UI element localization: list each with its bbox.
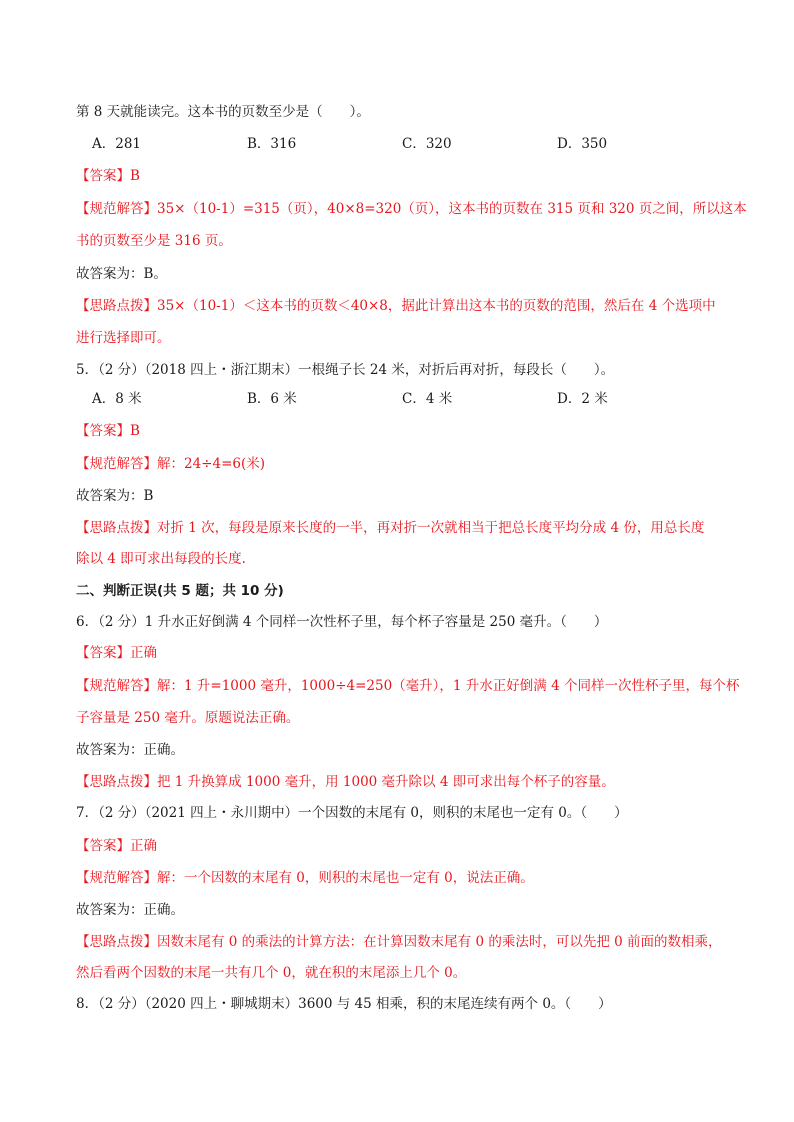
q4-conclusion: 故答案为：B。 [76,266,167,282]
q5-tip-line2: 除以 4 即可求出每段的长度. [76,551,246,567]
q4-solution-line1: 【规范解答】35×（10-1）=315（页），40×8=320（页），这本书的页数在 315 页和 320 页之间，所以这本 [76,201,747,217]
q8-stem: 8．（2 分）（2020 四上・聊城期末）3600 与 45 相乘，积的末尾连续有两个 0。（ ） [76,996,612,1012]
q6-stem: 6．（2 分）1 升水正好倒满 4 个同样一次性杯子里，每个杯子容量是 250 毫升。（ ） [76,614,608,630]
q5-option-b: B．6 米 [247,391,297,407]
q6-solution-line2: 子容量是 250 毫升。原题说法正确。 [76,710,300,726]
q6-conclusion: 故答案为：正确。 [76,742,184,758]
q4-answer: 【答案】B [76,168,140,184]
q4-option-b: B．316 [247,136,297,152]
q4-tip-line2: 进行选择即可。 [76,330,171,346]
q6-solution-line1: 【规范解答】解：1 升=1000 毫升，1000÷4=250（毫升），1 升水正好倒满 4 个同样一次性杯子里，每个杯 [76,678,740,694]
q7-tip-line1: 【思路点拨】因数末尾有 0 的乘法的计算方法：在计算因数末尾有 0 的乘法时，可以先把 0 前面的数相乘， [76,934,722,950]
q7-stem: 7．（2 分）（2021 四上・永川期中）一个因数的末尾有 0，则积的末尾也一定有 0。（ ） [76,805,628,821]
q5-stem: 5．（2 分）（2018 四上・浙江期末）一根绳子长 24 米，对折后再对折，每段长（ ）。 [76,362,615,378]
q4-solution-line2: 书的页数至少是 316 页。 [76,233,232,249]
q5-solution: 【规范解答】解：24÷4=6(米) [76,456,266,472]
q4-option-d: D．350 [557,136,608,152]
q5-option-c: C．4 米 [402,391,453,407]
section-heading-true-false: 二、判断正误(共 5 题；共 10 分) [76,583,284,599]
q5-tip-line1: 【思路点拨】对折 1 次，每段是原来长度的一半，再对折一次就相当于把总长度平均分成 4 份，用总长度 [76,520,705,536]
q7-solution: 【规范解答】解：一个因数的末尾有 0，则积的末尾也一定有 0，说法正确。 [76,870,534,886]
q7-conclusion: 故答案为：正确。 [76,902,184,918]
q7-answer: 【答案】正确 [76,838,157,854]
q5-option-d: D．2 米 [557,391,608,407]
q7-tip-line2: 然后看两个因数的末尾一共有几个 0，就在积的末尾添上几个 0。 [76,965,467,981]
q4-tip-line1: 【思路点拨】35×（10-1）＜这本书的页数＜40×8，据此计算出这本书的页数的范围，然后在 4 个选项中 [76,298,716,314]
q4-stem-tail: 第 8 天就能读完。这本书的页数至少是（ ）。 [76,104,370,120]
q6-answer: 【答案】正确 [76,645,157,661]
q5-option-a: A．8 米 [92,391,142,407]
q5-answer: 【答案】B [76,423,140,439]
q5-conclusion: 故答案为：B [76,488,154,504]
q4-option-c: C．320 [402,136,452,152]
q4-option-a: A．281 [92,136,142,152]
q6-tip: 【思路点拨】把 1 升换算成 1000 毫升，用 1000 毫升除以 4 即可求出每个杯子的容量。 [76,774,615,790]
